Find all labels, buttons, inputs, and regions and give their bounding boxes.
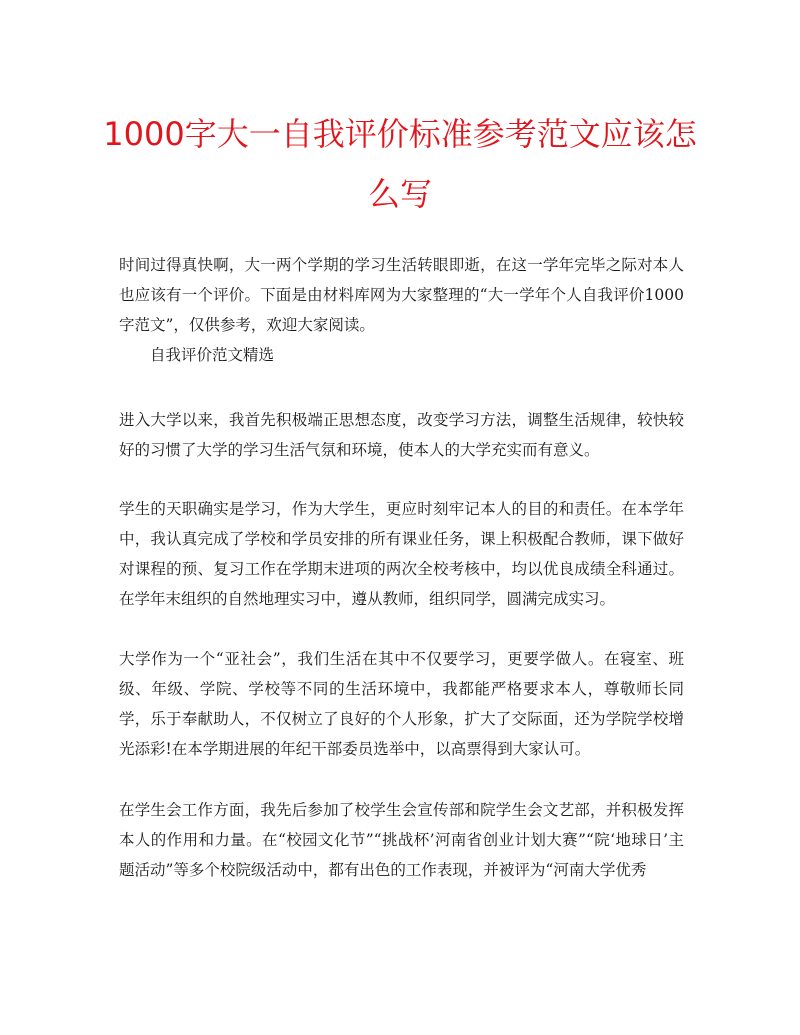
document-title: 1000字大一自我评价标准参考范文应该怎么写 xyxy=(103,115,697,213)
section-subheading: 自我评价范文精选 xyxy=(150,346,275,364)
intro-paragraph: 时间过得真快啊，大一两个学期的学习生活转眼即逝，在这一学年完毕之际对本人也应该有一个评价。下面是由材料库网为大家整理的“大一学年个人自我评价1000字范文”，仅供参考，欢迎大家阅读。 xyxy=(119,256,684,334)
body-paragraph-2: 学生的天职确实是学习，作为大学生，更应时刻牢记本人的目的和责任。在本学年中，我认真完成了学校和学员安排的所有课业任务，课上积极配合教师，课下做好对课程的预、复习工作在学期末进项的两次全校考核中，均以优良成绩全科通过。在学年末组织的自然地理实习中，遵从教师，组织同学，圆满完成实习。 xyxy=(119,500,684,608)
body-paragraph-4: 在学生会工作方面，我先后参加了校学生会宣传部和院学生会文艺部，并积极发挥本人的作用和力量。在“校园文化节”“挑战杯’河南省创业计划大赛”“院‘地球日’主题活动”等多个校院级活动中，都有出色的工作表现，并被评为“河南大学优秀 xyxy=(119,801,684,879)
body-paragraph-1: 进入大学以来，我首先积极端正思想态度，改变学习方法，调整生活规律，较快较好的习惯了大学的学习生活气氛和环境，使本人的大学充实而有意义。 xyxy=(119,411,684,459)
body-paragraph-3: 大学作为一个“亚社会”，我们生活在其中不仅要学习，更要学做人。在寝室、班级、年级、学院、学校等不同的生活环境中，我都能严格要求本人，尊敬师长同学，乐于奉献助人，不仅树立了良好的个人形象，扩大了交际面，还为学院学校增光添彩!在本学期进展的年纪干部委员选举中，以高票得到大家认可。 xyxy=(119,650,684,758)
